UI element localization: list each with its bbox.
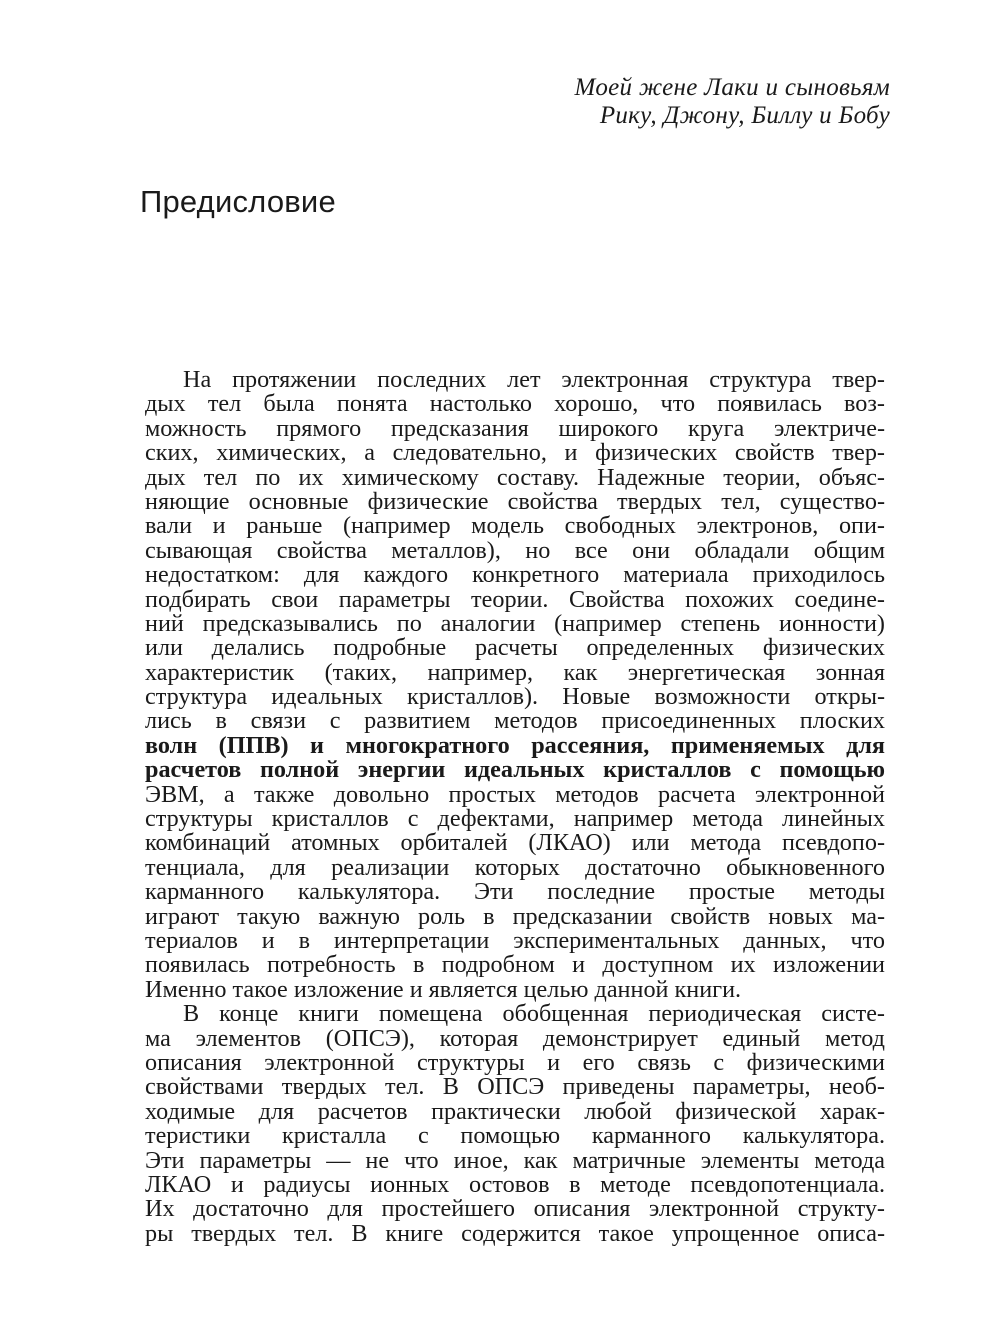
text-line: структуры кристаллов с дефектами, например метода линейных — [145, 805, 885, 833]
page-title: Предисловие — [140, 184, 336, 219]
text-line: вали и раньше (например модель свободных электронов, опи- — [145, 512, 885, 540]
dedication — [520, 74, 890, 130]
text-line: карманного калькулятора. Эти последние простые методы — [145, 878, 885, 906]
text-line: волн (ППВ) и многократного рассеяния, применяемых для — [145, 731, 885, 759]
text-line: дых тел была понята настолько хорошо, что появилась воз- — [145, 390, 885, 418]
text-line: На протяжении последних лет электронная структура твер- — [183, 366, 885, 393]
text-line: дых тел по их химическому составу. Надежные теории, объяс- — [145, 463, 885, 491]
preface-text — [145, 368, 885, 1246]
text-line: ходимые для расчетов практически любой физической харак- — [145, 1097, 885, 1125]
text-line: расчетов полной энергии идеальных кристаллов с помощью — [145, 756, 885, 784]
text-line: ЭВМ, а также довольно простых методов расчета электронной — [145, 780, 885, 808]
text-line: недостатком: для каждого конкретного материала приходилось — [145, 561, 885, 589]
text-line: ЛКАО и радиусы ионных остовов в методе псевдопотенциала. — [145, 1170, 885, 1198]
text-line: Именно такое изложение и является целью данной книги. — [145, 975, 742, 1003]
text-line: ма элементов (ОПСЭ), которая демонстрирует единый метод — [145, 1024, 885, 1052]
text-line: характеристик (таких, например, как энергетическая зонная — [145, 658, 885, 686]
text-line: няющие основные физические свойства твердых тел, существо- — [145, 487, 885, 515]
text-line: ры твердых тел. В книге содержится такое упрощенное описа- — [145, 1219, 885, 1247]
text-line: можность прямого предсказания широкого круга электриче- — [145, 414, 885, 442]
text-line: ний предсказывались по аналогии (например степень ионности) — [145, 609, 885, 637]
text-line: подбирать свои параметры теории. Свойства похожих соедине- — [145, 585, 885, 613]
text-line: комбинаций атомных орбиталей (ЛКАО) или метода псевдопо- — [145, 829, 885, 857]
text-line: ских, химических, а следовательно, и физических свойств твер- — [145, 439, 885, 467]
text-line: структура идеальных кристаллов). Новые возможности откры- — [145, 683, 885, 711]
text-line: лись в связи с развитием методов присоединенных плоских — [145, 707, 885, 735]
text-line: Их достаточно для простейшего описания электронной структу- — [145, 1195, 885, 1223]
text-line: тенциала, для реализации которых достаточно обыкновенного — [145, 853, 885, 881]
text-line: Эти параметры — не что иное, как матричные элементы метода — [145, 1146, 885, 1174]
text-line: или делались подробные расчеты определенных физических — [145, 634, 885, 662]
text-line: В конце книги помещена обобщенная периодическая систе- — [183, 1000, 885, 1028]
text-line: играют такую важную роль в предсказании свойств новых ма- — [145, 902, 885, 930]
text-line: описания электронной структуры и его связь с физическими — [145, 1048, 885, 1076]
dedication-line: Моей жене Лаки и сыновьям — [574, 74, 890, 101]
dedication-line: Рику, Джону, Биллу и Бобу — [599, 102, 890, 129]
text-line: териалов и в интерпретации экспериментальных данных, что — [145, 926, 885, 954]
text-line: теристики кристалла с помощью карманного калькулятора. — [145, 1122, 885, 1150]
text-line: сывающая свойства металлов), но все они обладали общим — [145, 536, 885, 564]
text-line: свойствами твердых тел. В ОПСЭ приведены параметры, необ- — [145, 1073, 885, 1101]
text-line: появилась потребность в подробном и доступном их изложении — [145, 951, 885, 979]
